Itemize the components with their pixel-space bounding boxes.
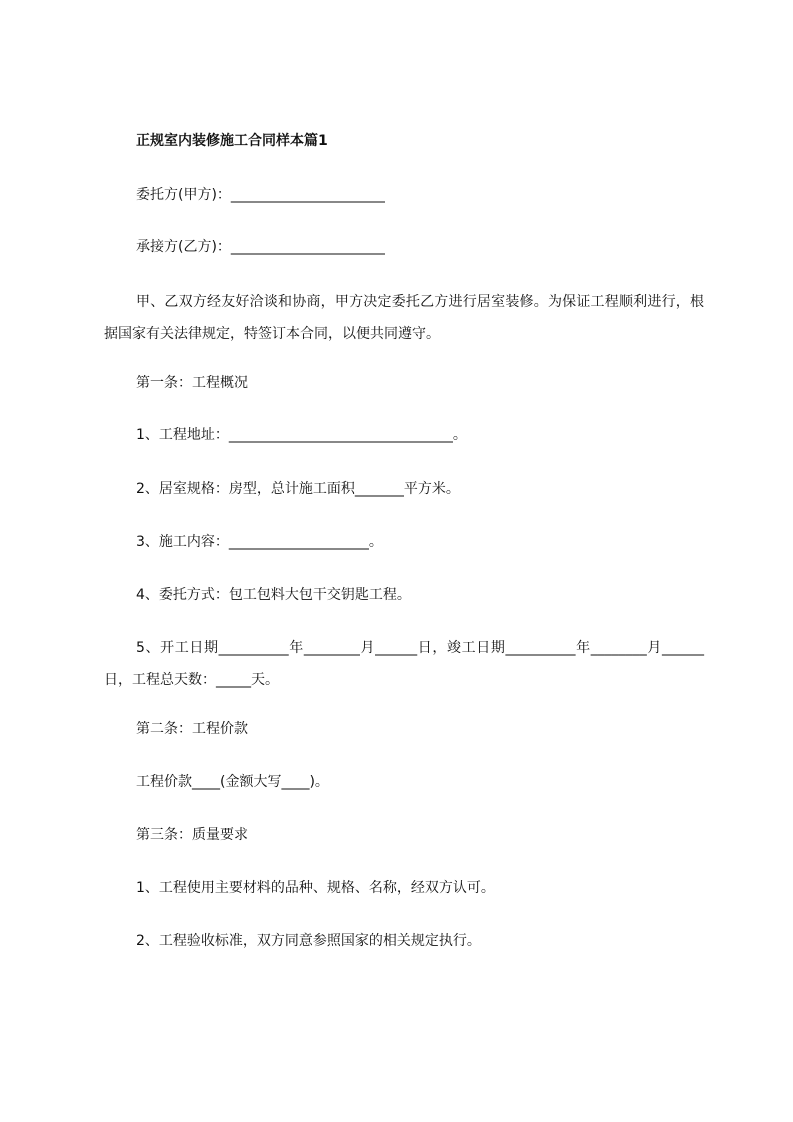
client-field: 委托方(甲方)：______________________	[136, 187, 385, 203]
document-title: 正规室内装修施工合同样本篇1	[136, 133, 328, 149]
article1-item5: 5、开工日期__________年________月______日，竣工日期__________年________月______日，工程总天数：_____天。	[104, 640, 704, 688]
article1-heading: 第一条：工程概况	[136, 375, 248, 391]
article3-item1: 1、工程使用主要材料的品种、规格、名称，经双方认可。	[136, 880, 495, 896]
article1-item1: 1、工程地址：________________________________。	[136, 427, 467, 443]
contractor-field: 承接方(乙方)：______________________	[136, 239, 385, 255]
article3-item2: 2、工程验收标准，双方同意参照国家的相关规定执行。	[136, 933, 481, 949]
article1-item3: 3、施工内容：____________________。	[136, 534, 383, 550]
article2-price: 工程价款____(金额大写____)。	[136, 774, 329, 790]
article2-heading: 第二条：工程价款	[136, 721, 248, 737]
article1-item4: 4、委托方式：包工包料大包干交钥匙工程。	[136, 587, 411, 603]
intro-paragraph: 甲、乙双方经友好洽谈和协商，甲方决定委托乙方进行居室装修。为保证工程顺利进行，根据国家有关法律规定，特签订本合同，以便共同遵守。	[104, 294, 704, 342]
article3-heading: 第三条：质量要求	[136, 827, 248, 843]
article1-item2: 2、居室规格：房型，总计施工面积_______平方米。	[136, 481, 460, 497]
